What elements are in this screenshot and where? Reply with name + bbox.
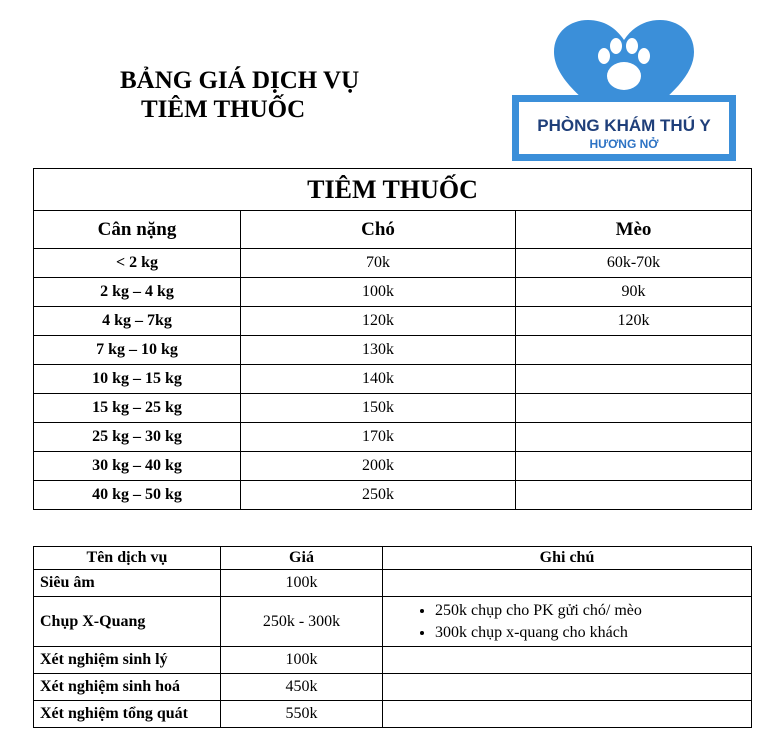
dog-price-cell: 250k — [241, 481, 516, 510]
service-name-cell: Xét nghiệm sinh hoá — [34, 674, 221, 701]
column-header-notes: Ghi chú — [383, 547, 752, 570]
weight-cell: 7 kg – 10 kg — [34, 336, 241, 365]
weight-cell: 2 kg – 4 kg — [34, 278, 241, 307]
cat-price-cell — [516, 394, 752, 423]
table-row — [34, 674, 752, 701]
dog-price-cell: 200k — [241, 452, 516, 481]
clinic-logo-graphic — [510, 18, 738, 163]
service-name-cell: Siêu âm — [34, 570, 221, 597]
column-header-cat: Mèo — [516, 211, 752, 249]
weight-cell: 30 kg – 40 kg — [34, 452, 241, 481]
table-row — [34, 570, 752, 597]
notes-list — [383, 600, 751, 644]
service-notes-cell — [383, 701, 752, 728]
table-row — [34, 597, 752, 647]
cat-price-cell — [516, 423, 752, 452]
table-row — [34, 365, 752, 394]
table-row — [34, 481, 752, 510]
column-header-dog: Chó — [241, 211, 516, 249]
table-row — [34, 249, 752, 278]
clinic-name: PHÒNG KHÁM THÚ Y — [537, 116, 711, 135]
dog-price-cell: 100k — [241, 278, 516, 307]
table-row — [34, 336, 752, 365]
dog-price-cell: 120k — [241, 307, 516, 336]
cat-price-cell — [516, 336, 752, 365]
cat-price-cell: 60k-70k — [516, 249, 752, 278]
service-price-cell: 250k - 300k — [221, 597, 383, 647]
clinic-logo — [510, 18, 738, 163]
dog-price-cell: 170k — [241, 423, 516, 452]
cat-price-cell: 120k — [516, 307, 752, 336]
clinic-subname: HƯƠNG NỞ — [589, 137, 659, 151]
weight-cell: 40 kg – 50 kg — [34, 481, 241, 510]
document-title — [120, 66, 359, 124]
service-notes-cell — [383, 597, 752, 647]
cat-price-cell: 90k — [516, 278, 752, 307]
cat-price-cell — [516, 365, 752, 394]
dog-price-cell: 150k — [241, 394, 516, 423]
service-price-cell: 100k — [221, 647, 383, 674]
weight-cell: 15 kg – 25 kg — [34, 394, 241, 423]
dog-price-cell: 70k — [241, 249, 516, 278]
column-header-service: Tên dịch vụ — [34, 547, 221, 570]
dog-price-cell: 140k — [241, 365, 516, 394]
weight-cell: 25 kg – 30 kg — [34, 423, 241, 452]
table-row — [34, 452, 752, 481]
notes-list-item: • 250k chụp cho PK gửi chó/ mèo — [435, 600, 751, 622]
service-notes-cell — [383, 570, 752, 597]
title-line-2: TIÊM THUỐC — [141, 96, 306, 123]
service-name-cell: Chụp X-Quang — [34, 597, 221, 647]
weight-cell: 4 kg – 7kg — [34, 307, 241, 336]
table-row — [34, 423, 752, 452]
dog-price-cell: 130k — [241, 336, 516, 365]
cat-price-cell — [516, 452, 752, 481]
service-notes-cell — [383, 674, 752, 701]
notes-list-item: • 300k chụp x-quang cho khách — [435, 622, 751, 644]
weight-cell: 10 kg – 15 kg — [34, 365, 241, 394]
table-row — [34, 647, 752, 674]
service-name-cell: Xét nghiệm sinh lý — [34, 647, 221, 674]
table-row — [34, 307, 752, 336]
vaccination-table-title: TIÊM THUỐC — [34, 169, 752, 211]
table-row — [34, 278, 752, 307]
title-line-1: BẢNG GIÁ DỊCH VỤ — [120, 67, 360, 94]
service-price-cell: 550k — [221, 701, 383, 728]
table-row — [34, 701, 752, 728]
column-header-price: Giá — [221, 547, 383, 570]
service-price-cell: 100k — [221, 570, 383, 597]
vaccination-price-table — [33, 168, 752, 510]
service-name-cell: Xét nghiệm tổng quát — [34, 701, 221, 728]
cat-price-cell — [516, 481, 752, 510]
table-row — [34, 394, 752, 423]
service-price-cell: 450k — [221, 674, 383, 701]
weight-cell: < 2 kg — [34, 249, 241, 278]
service-price-table — [33, 546, 752, 728]
column-header-weight: Cân nặng — [34, 211, 241, 249]
service-notes-cell — [383, 647, 752, 674]
